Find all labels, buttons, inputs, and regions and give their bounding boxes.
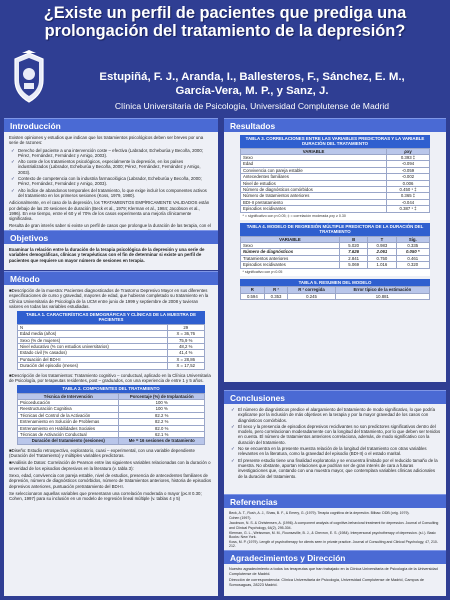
table-5-header: Error típico de la estimación bbox=[335, 287, 429, 293]
table-1-row-cell: Nivel educativo (% con estudios universitarios) bbox=[18, 344, 168, 350]
table-3-row-cell: Edad bbox=[241, 161, 387, 167]
conclusiones-box bbox=[224, 404, 446, 494]
intro-reason: ✓ Derecho del paciente a una intervención coste – efectiva (Labrador, Echeburúa y Becoña, 2000; Pérez, Fernández, Fernández y Amigo, 2003). bbox=[18, 148, 213, 159]
metodo-variables: Sexo, edad, convivencia con pareja estable, nivel de estudios, presencia de antecedentes familiares de depresión, número de diagnósticos comórbidos, número de tratamientos anteriores, historia de episodios depresivos anteriores, puntuación pretratamiento del BDI-II. bbox=[9, 472, 212, 489]
table-5-caption: TABLA 5. RESUMEN DEL MODELO bbox=[240, 279, 430, 286]
table-3-row-cell: Sexo bbox=[241, 155, 387, 161]
table-1-row-cell: Estado civil (% casados) bbox=[18, 350, 168, 356]
table-1-row-cell: Sexo (% de mujeres) bbox=[18, 337, 168, 343]
table-1-row-cell: 29 bbox=[167, 324, 205, 330]
authors-line2: García-Vera, M. P., y Sanz, J. bbox=[175, 85, 329, 97]
section-header-resultados: Resultados bbox=[224, 118, 446, 132]
table-3-note: * = significativo con p<0.05; ‡ = correlación moderada ρxy ≥ 0.30 bbox=[242, 213, 346, 218]
table-3-row-cell: Episodios recidivantes bbox=[241, 206, 387, 212]
table-2-header: Técnica de Intervención bbox=[18, 393, 119, 399]
section-header-agradecimientos: Agradecimientos y Dirección bbox=[224, 550, 446, 564]
table-2-row-cell: 100 % bbox=[119, 399, 205, 405]
table-3-row-cell: 0.393 ‡ bbox=[387, 155, 430, 161]
metodo-tratamientos: ■Descripción de los tratamientos: Tratamiento cognitivo – conductual, aplicado en la Clínica Universitaria de Psicología, por terapeutas residentes, post – graduados, con una experiencia de entre 1 y 5 años. bbox=[9, 372, 211, 383]
intro-paragraph: Adicionalmente, en el caso de la depresión, los TRATAMIENTOS EMPÍRICAMENTE VALIDADOS están por debajo de las 20 sesiones de duración (Beck et al., 1979; Klerman et al., 1984; Jacobson et al., 1996). En ese tiempo, entre el 60 y el 70% de los casos experimenta una mejoría clínicamente significativa. bbox=[9, 200, 210, 222]
poster-title: ¿Existe un perfil de pacientes que prediga una prolongación del tratamiento de la depresión? bbox=[43, 4, 407, 40]
section-header-conclusiones: Conclusiones bbox=[224, 390, 446, 404]
table-2-row-cell: Reestructuración Cognitiva bbox=[18, 406, 119, 412]
table-1-caption: TABLA 1. CARACTERÍSTICAS DEMOGRÁFICAS Y CLÍNICAS DE LA MUESTRA DE PACIENTES bbox=[17, 311, 205, 324]
intro-reason: ✓ Alto índice de abandonos temporales del tratamiento, lo que exige incluir los componentes activos del tratamiento en los primeros sesiones (Koss, 1979, 1980). bbox=[18, 188, 213, 199]
table-3-row-cell: Nivel de estudios bbox=[241, 180, 387, 186]
table-4-header: T bbox=[368, 236, 396, 242]
table-3-header: VARIABLE bbox=[241, 148, 387, 154]
agradecimientos-box bbox=[224, 564, 446, 596]
reference-item: Cohen (1997). bbox=[229, 516, 252, 521]
table-4-row-cell: 5.069 bbox=[339, 262, 367, 268]
table-2-row-cell: Entrenamiento en Solución de Problemas bbox=[18, 419, 119, 425]
metodo-analisis: ■Análisis de Datos: Correlación de Pearson entre las siguientes variables relacionadas con la duración o severidad de los episodios depresivos en la literatura (v. tabla 3): bbox=[9, 460, 211, 471]
table-4 bbox=[240, 223, 430, 276]
table-2-caption: TABLA 2. COMPONENTES DEL TRATAMIENTO bbox=[17, 385, 205, 392]
university-crest-icon bbox=[10, 50, 48, 108]
table-4-row-cell: 1.016 bbox=[368, 262, 396, 268]
table-2-row-cell: 100 % bbox=[119, 406, 205, 412]
table-3-row-cell: -0.094 bbox=[387, 161, 430, 167]
table-3-row-cell: 0.365 ‡ bbox=[387, 193, 430, 199]
conclusiones-list bbox=[229, 407, 441, 479]
table-3-row-cell: 0.450 ¹ ‡ bbox=[387, 187, 430, 193]
table-2-row-cell: 82.2 % bbox=[119, 419, 205, 425]
reference-item: Koss, M. P. (1979). Length of psychotherapy for clients seen in private practice. Journal of Consulting and Clinical Psychology, 47, 210-212. bbox=[229, 540, 439, 549]
metodo-box bbox=[4, 285, 218, 596]
table-3-row-cell: 0.006 bbox=[387, 180, 430, 186]
table-3-row-cell: Antecedentes familiares bbox=[241, 174, 387, 180]
reference-item: Klerman, G. L., Weissman, M. M., Rounsaville, B. J., & Chevron, E. S. (1984). Interpersonal psychotherapy of depression. (s.l.). Basic Books: New York. bbox=[229, 530, 436, 540]
table-5-header: R ² corregida bbox=[288, 287, 335, 293]
resultados-box bbox=[224, 132, 446, 382]
table-1-row bbox=[18, 363, 205, 369]
table-2-row-cell: 62.1 % bbox=[119, 431, 205, 437]
table-3-row-cell: -0.044 bbox=[387, 199, 430, 205]
intro-box bbox=[4, 132, 218, 230]
table-5-cell: 0.594 bbox=[241, 293, 265, 299]
table-3-row-cell: Convivencia con pareja estable bbox=[241, 167, 387, 173]
table-1-row-cell: 48,2 % bbox=[167, 344, 205, 350]
table-5-cell: 10.881 bbox=[335, 293, 429, 299]
table-4-row-cell: 0.983 bbox=[368, 243, 396, 249]
section-header-referencias: Referencias bbox=[224, 494, 446, 508]
table-2-header: Porcentaje (%) de Implantación bbox=[119, 393, 205, 399]
agradecimientos-text: Nuestro agradecimiento a todos los terapeutas que han trabajado en la Clínica Universitaria de Psicología de la Universidad Complutense de Madrid. bbox=[229, 567, 438, 576]
table-4-row-cell: 2.061 bbox=[368, 249, 396, 255]
objetivos-text: Examinar la relación entre la duración de la terapia psicológica de la depresión y una serie de variables demográficas, clínicas y terapéuticas con el fin de determinar si existe un perfil de pacientes que requiere un mayor número de sesiones en terapia. bbox=[9, 247, 205, 263]
table-1-row-cell: 41,4 % bbox=[167, 350, 205, 356]
table-1-row-cell: X = 36,76 bbox=[167, 331, 205, 337]
intro-reason: ✓ Alto coste de los tratamientos psicológicos, especialmente la depresión, en los países industrializados (Labrador, Echeburúa y Becoña, 2000; Pérez, Fernández, Fernández y Amigo, 2003). bbox=[18, 159, 213, 175]
metodo-diseno: ■Diseño: Estudio retrospectivo, exploratorio, cuasi – experimental, con una variable dependiente (Duración del Tratamiento) y múltiples variables predictoras. bbox=[9, 447, 195, 459]
section-header-metodo: Método bbox=[4, 271, 218, 285]
referencias-box bbox=[224, 508, 446, 550]
table-4-note: * significativo con p<0.05 bbox=[242, 269, 283, 274]
table-4-caption: TABLA 4. MODELO DE REGRESIÓN MÚLTIPLE PREDICTORA DE LA DURACIÓN DEL TRATAMIENTO bbox=[240, 223, 430, 236]
table-4-row-cell: 7.626 bbox=[339, 249, 367, 255]
section-header-objetivos: Objetivos bbox=[4, 230, 218, 244]
table-3-row-cell: BDI-II pretratamiento bbox=[241, 199, 387, 205]
table-4-header: VARIABLE bbox=[241, 236, 340, 242]
reference-item: Jacobson, N. S. & Christensen, A. (1996). A component analysis of cognitive-behavioral treatment for depression. Journal of Consulting and Clinical Psychology, 64(2), 295-304. bbox=[229, 521, 439, 530]
conclusion-item: ✓ No se encuentra en la presente muestra relación de la longitud del tratamiento con otras variables relevantes en la literatura, como la gravedad del episodio (BDI-II) o el estado marital. bbox=[238, 446, 441, 457]
table-3-row-cell: Número de tratamientos anteriores bbox=[241, 193, 387, 199]
table-2-row-cell: Técnicas de Activación Conductual bbox=[18, 431, 119, 437]
table-2-footer-label: Duración del tratamiento (sesiones) bbox=[18, 438, 119, 444]
table-5 bbox=[240, 279, 430, 300]
table-4-row-cell: 0.335 bbox=[396, 243, 429, 249]
conclusion-item: ✓ El presente estudio tiene una finalidad exploratoria y se encuentra limitado por el reducido tamaño de la muestra. No obstante, aportan relaciones que podrían ser de gran interés de cara a futuras investigaciones que, contando con una muestra mayor, que contemplara variables clínicas adicionales de la duración del tratamiento. bbox=[238, 458, 441, 479]
table-4-row-cell: 0.320 bbox=[396, 262, 429, 268]
table-5-cell: 0.245 bbox=[288, 293, 335, 299]
table-2-row-cell: 82.2 % bbox=[119, 412, 205, 418]
table-1-row-cell: X = 28,86 bbox=[167, 356, 205, 362]
affiliation: Clínica Universitaria de Psicología, Universidad Complutense de Madrid bbox=[114, 101, 390, 111]
table-4-row-cell: 5.020 bbox=[339, 243, 367, 249]
table-5-header: R bbox=[241, 287, 265, 293]
table-2-row-cell: Psicoeducación bbox=[18, 399, 119, 405]
table-4-row-cell: Tratamientos anteriores bbox=[241, 255, 340, 261]
table-5-cell: 0.353 bbox=[264, 293, 288, 299]
metodo-muestra: ■Descripción de la muestra: Pacientes diagnosticados de Trastorno Depresivo Mayor en sus diferentes especificaciones de curso y gravedad, mayores de edad, que hubieran completado su tratamiento en la Clínica Universitaria de Psicología de la UCM entre junio de 1999 y septiembre de 2008 y tuvieran valores en todas las variables estudiadas. bbox=[9, 288, 209, 309]
table-3-header: ρxy bbox=[387, 148, 430, 154]
table-3-row-cell: -0.059 bbox=[387, 167, 430, 173]
table-1-row-cell: Edad media (años) bbox=[18, 331, 168, 337]
table-4-row-cell: Número de diagnósticos bbox=[241, 249, 340, 255]
table-2-row-cell: 82.0 % bbox=[119, 425, 205, 431]
intro-reason: ✓ Contexto de competencia con la industria farmacológica (Labrador, Echeburúa y Becoña, 2000; Pérez, Fernández, Fernández y Amigo, 2003). bbox=[18, 176, 213, 187]
table-4-header: B bbox=[339, 236, 367, 242]
objetivos-box bbox=[4, 244, 218, 270]
table-4-row-cell: Episodios recidivantes bbox=[241, 262, 340, 268]
direccion-text: Dirección de correspondencia: Clínica Universitaria de Psicología, Universidad Complutense de Madrid, Campus de Somosaguas, 28223 Madrid. bbox=[229, 578, 425, 587]
table-5-header: R ² bbox=[264, 287, 288, 293]
table-1-row-cell: Duración del episodio (meses) bbox=[18, 363, 168, 369]
authors-line1: Estupiñá, F. J., Aranda, I., Ballesteros, F., Sánchez, E. M., bbox=[99, 71, 405, 83]
table-4-header: Sig. bbox=[396, 236, 429, 242]
reference-item: Beck, A. T., Rush, A. J., Shaw, B. F., & Emery, G. (1979). Terapia cognitiva de la depresión. Bilbao: DDB (orig. 1979). bbox=[229, 511, 410, 515]
table-2-row-cell: Entrenamiento en Habilidades Sociales bbox=[18, 425, 119, 431]
table-3-caption: TABLA 3. CORRELACIONES ENTRE LAS VARIABLES PREDICTORAS Y LA VARIABLE DURACIÓN DEL TRATAMIENTO bbox=[240, 135, 430, 148]
table-4-row-cell: 2.841 bbox=[339, 255, 367, 261]
table-3-row-cell: Número de diagnósticos comórbidos bbox=[241, 187, 387, 193]
table-2-footer-value: Me = 16 sesiones de tratamiento bbox=[119, 438, 205, 444]
table-3-row-cell: 0.387 ¹ ‡ bbox=[387, 206, 430, 212]
table-4-row-cell: 0.461 bbox=[396, 255, 429, 261]
conclusion-item: ✓ El número de diagnósticos predice el alargamiento del tratamiento de modo significativo, lo que podría explicarse por la inclusión de más objetivos en la terapia y por la mayor gravedad de los casos con diagnósticos comórbidos. bbox=[238, 407, 441, 423]
table-2 bbox=[17, 385, 205, 445]
table-1-row-cell: Puntuación del BDI-II bbox=[18, 356, 168, 362]
intro-paragraph: Resulta de gran interés saber si existe un perfil de casos que prolongue la duración de las terapia, con el bbox=[9, 223, 211, 229]
table-2-row-cell: Técnicas del Control de la Activación bbox=[18, 412, 119, 418]
section-header-introduccion: Introducción bbox=[4, 118, 218, 132]
metodo-seleccion: Se seleccionaron aquellas variables que presentaran una correlación moderada o mayor (p≤.8 0.30; Cohen, 1997) para su inclusión en un modelo de regresión lineal múltiple (v. tablas 4 y 5) bbox=[9, 490, 202, 502]
intro-reasons-list bbox=[9, 148, 213, 199]
table-4-row-cell: Sexo bbox=[241, 243, 340, 249]
table-1-row-cell: N bbox=[18, 324, 168, 330]
table-3-row-cell: -0.002 bbox=[387, 174, 430, 180]
table-4-row-cell: 0.750 bbox=[368, 255, 396, 261]
conclusion-item: ✓ El sexo y la presencia de episodios depresivos recidivantes no son predictores significativos dentro del modelo, pero correlacionan moderadamente con la longitud del tratamiento, por lo que deben ser tenidos en cuenta. El número de tratamientos anteriores correlaciona, además, de modo significativo con la duración del tratamiento. bbox=[238, 424, 441, 445]
table-4-row-cell: 0.050 * bbox=[396, 249, 429, 255]
authors bbox=[60, 70, 444, 98]
table-1-row-cell: 75,9 % bbox=[167, 337, 205, 343]
intro-paragraph: Existen opiniones y estudios que indican que los tratamientos psicológicos deben ser breves por una serie de razones: bbox=[9, 135, 204, 146]
table-1-row-cell: X = 17,52 bbox=[167, 363, 205, 369]
table-3 bbox=[240, 135, 430, 220]
table-1 bbox=[17, 311, 205, 369]
